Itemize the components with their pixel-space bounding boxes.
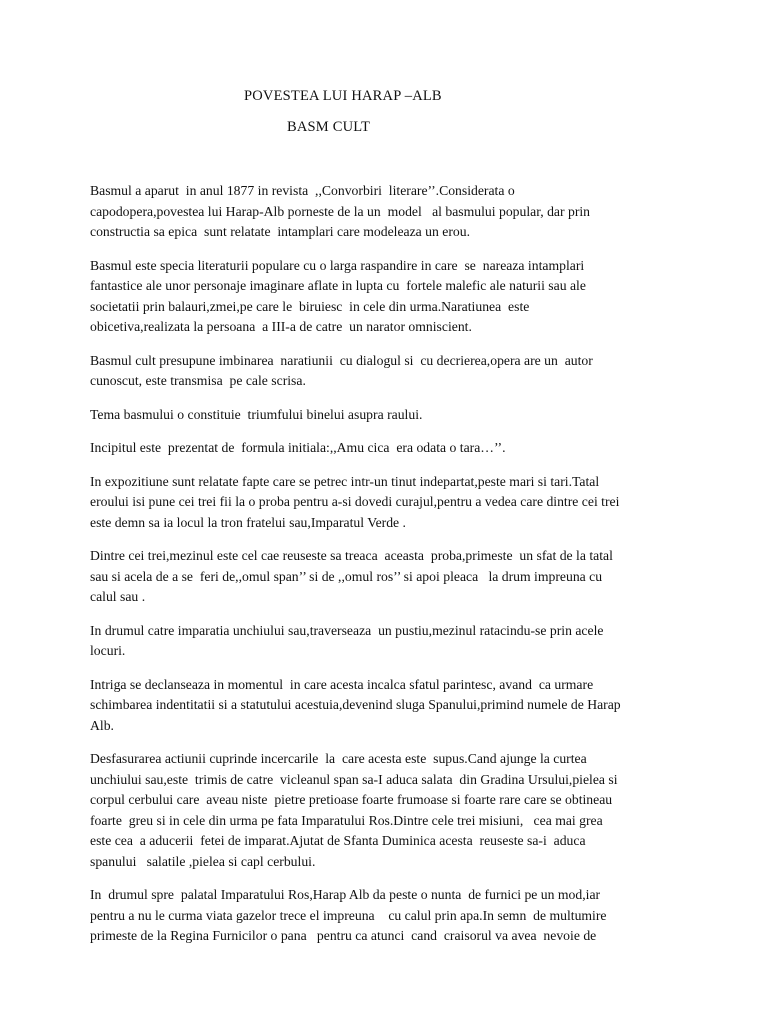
- paragraph: [90, 621, 690, 662]
- paragraph: [90, 749, 690, 872]
- paragraph-line: societatii prin balauri,zmei,pe care le biruiesc in cele din urma.Naratiunea este: [90, 298, 530, 314]
- paragraph-line: In expozitiune sunt relatate fapte care se petrec intr-un tinut indepartat,peste mari si tari.Tatal: [90, 473, 600, 489]
- paragraph-line: Incipitul este prezentat de formula initiala:,,Amu cica era odata o tara…’’.: [90, 440, 506, 455]
- paragraph-line: eroului isi pune cei trei fii la o proba pentru a-si dovedi curajul,pentru a vedea care dintre cei trei: [90, 494, 620, 509]
- paragraph: [90, 181, 690, 243]
- paragraph: [90, 256, 690, 338]
- paragraph-line: primeste de la Regina Furnicilor o pana pentru ca atunci cand craisorul va avea nevoie de: [90, 928, 597, 943]
- paragraph-line: Tema basmului o constituie triumfului binelui asupra raului.: [90, 406, 423, 422]
- paragraph-line: spanului salatile ,pielea si capl cerbului.: [90, 853, 316, 869]
- paragraph-line: corpul cerbului care aveau niste pietre pretioase foarte frumoase si foarte rare care se obtineau: [90, 792, 613, 807]
- paragraph-line: Basmul a aparut in anul 1877 in revista ,,Convorbiri literare’’.Considerata o: [90, 183, 515, 198]
- paragraph-line: schimbarea indentitatii si a statutului acestuia,devenind sluga Spanului,primind numele de Harap: [90, 697, 621, 712]
- document-title: POVESTEA LUI HARAP –ALB: [244, 88, 442, 104]
- paragraph-line: In drumul catre imparatia unchiului sau,traverseaza un pustiu,mezinul ratacindu-se prin acele: [90, 622, 604, 638]
- document-subtitle: BASM CULT: [287, 119, 371, 135]
- paragraph: [90, 405, 690, 426]
- paragraph: [90, 351, 690, 392]
- paragraph-line: capodopera,povestea lui Harap-Alb porneste de la un model al basmului popular, dar prin: [90, 203, 591, 219]
- paragraph-line: sau si acela de a se feri de,,omul span’’ si de ,,omul ros’’ si apoi pleaca la drum impreuna cu: [90, 568, 603, 584]
- paragraph-line: pentru a nu le curma viata gazelor trece el impreuna cu calul prin apa.In semn de multumire: [90, 907, 607, 923]
- paragraph-line: constructia sa epica sunt relatate intamplari care modeleaza un erou.: [90, 224, 471, 239]
- paragraph: [90, 675, 690, 737]
- paragraph-line: cunoscut, este transmisa pe cale scrisa.: [90, 373, 306, 388]
- paragraph-line: In drumul spre palatal Imparatului Ros,Harap Alb da peste o nunta de furnici pe un mod,iar: [90, 887, 601, 902]
- paragraph-line: fantastice ale unor personaje imaginare aflate in lupta cu fortele malefic ale naturii sau ale: [90, 278, 586, 293]
- paragraph: [90, 885, 690, 947]
- paragraph-line: Dintre cei trei,mezinul este cel cae reuseste sa treaca aceasta proba,primeste un sfat de la tatal: [90, 548, 613, 563]
- paragraph: [90, 472, 690, 534]
- paragraph: [90, 546, 690, 608]
- paragraph-line: obicetiva,realizata la persoana a III-a de catre un narator omniscient.: [90, 319, 472, 334]
- paragraph-line: foarte greu si in cele din urma pe fata Imparatului Ros.Dintre cele trei misiuni, cea mai grea: [90, 812, 603, 828]
- paragraph-line: Basmul cult presupune imbinarea naratiunii cu dialogul si cu decrierea,opera are un autor: [90, 352, 593, 368]
- paragraph-line: Intriga se declanseaza in momentul in care acesta incalca sfatul parintesc, avand ca urmare: [90, 676, 594, 692]
- paragraph-line: Desfasurarea actiunii cuprinde incercarile la care acesta este supus.Cand ajunge la curtea: [90, 751, 587, 766]
- paragraph: [90, 438, 690, 459]
- paragraph-line: calul sau .: [90, 589, 146, 604]
- document-body: [90, 181, 690, 960]
- paragraph-line: unchiului sau,este trimis de catre vicleanul span sa-I aduca salata din Gradina Ursului,pielea si: [90, 771, 618, 787]
- paragraph-line: locuri.: [90, 643, 126, 658]
- paragraph-line: este cea a aducerii fetei de imparat.Ajutat de Sfanta Duminica acesta reuseste sa-i aduca: [90, 833, 586, 848]
- paragraph-line: Alb.: [90, 717, 114, 733]
- paragraph-line: este demn sa ia locul la tron fratelui sau,Imparatul Verde .: [90, 514, 406, 530]
- paragraph-line: Basmul este specia literaturii populare cu o larga raspandire in care se nareaza intamplari: [90, 257, 585, 273]
